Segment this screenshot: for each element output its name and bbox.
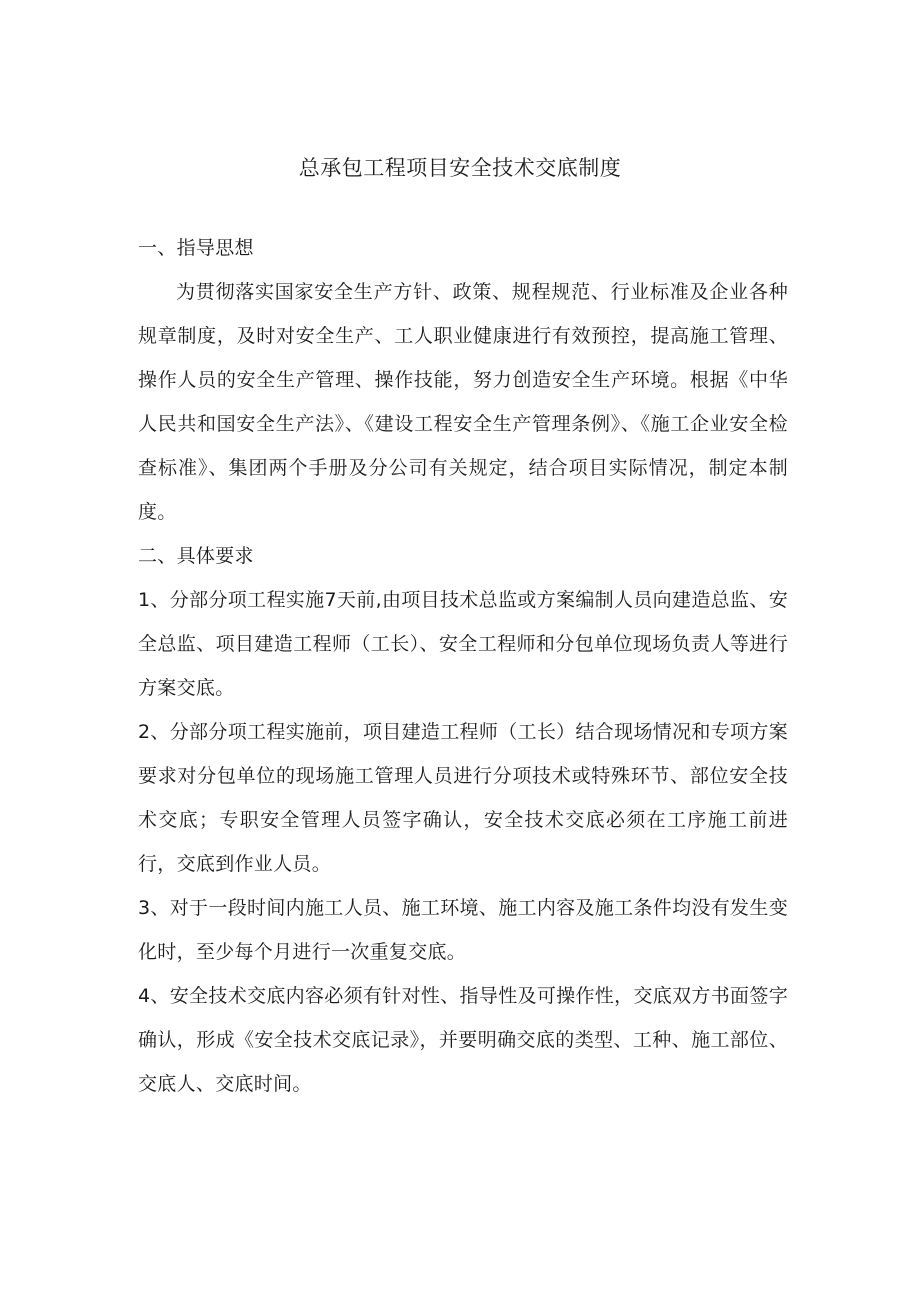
section-heading-specific-requirements: 二、具体要求: [138, 545, 254, 567]
requirement-item-1: 1、分部分项工程实施7天前,由项目技术总监或方案编制人员向建造总监、安全总监、项目建造工程师（工长）、安全工程师和分包单位现场负责人等进行方案交底。: [138, 589, 788, 699]
document-body: [138, 226, 788, 1106]
document-title: 总承包工程项目安全技术交底制度: [298, 156, 622, 180]
requirement-item-3: 3、对于一段时间内施工人员、施工环境、施工内容及施工条件均没有发生变化时，至少每个月进行一次重复交底。: [138, 897, 788, 963]
requirement-item-2: 2、分部分项工程实施前，项目建造工程师（工长）结合现场情况和专项方案要求对分包单位的现场施工管理人员进行分项技术或特殊环节、部位安全技术交底；专职安全管理人员签字确认，安全技术交底必须在工序施工前进行，交底到作业人员。: [138, 721, 788, 875]
section-heading-guiding-ideology: 一、指导思想: [138, 237, 254, 259]
requirement-item-4: 4、安全技术交底内容必须有针对性、指导性及可操作性，交底双方书面签字确认，形成《安全技术交底记录》，并要明确交底的类型、工种、施工部位、交底人、交底时间。: [138, 985, 788, 1095]
guiding-ideology-paragraph: 为贯彻落实国家安全生产方针、政策、规程规范、行业标准及企业各种规章制度，及时对安全生产、工人职业健康进行有效预控，提高施工管理、操作人员的安全生产管理、操作技能，努力创造安全生产环境。根据《中华人民共和国安全生产法》、《建设工程安全生产管理条例》、《施工企业安全检查标准》、集团两个手册及分公司有关规定，结合项目实际情况，制定本制度。: [138, 281, 788, 523]
